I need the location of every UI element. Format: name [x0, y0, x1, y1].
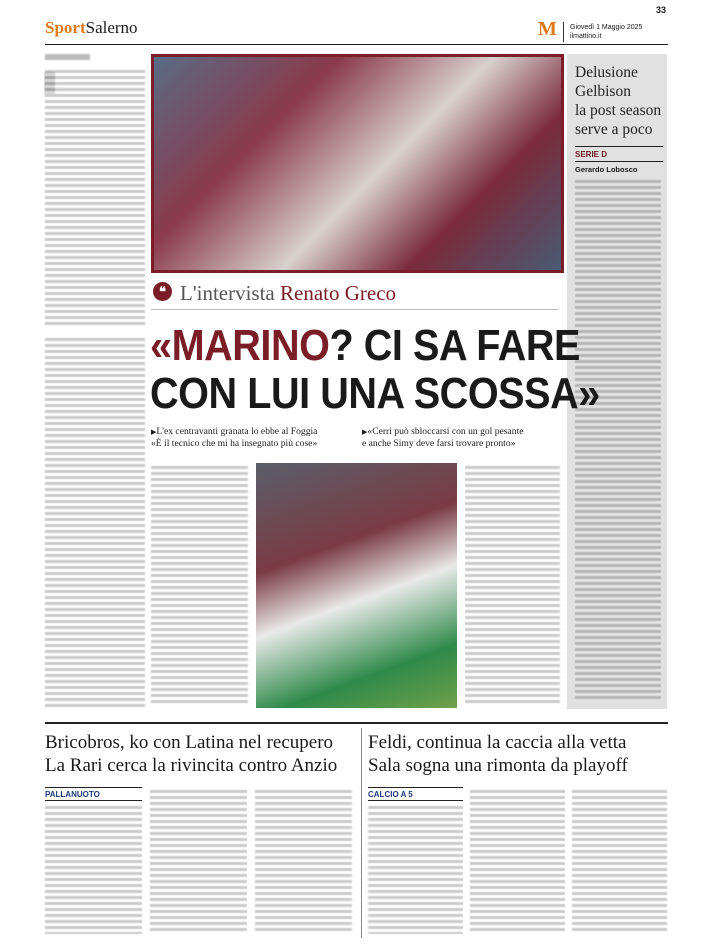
- interview-kicker: [180, 281, 396, 306]
- bottom-left-headline-line1: Bricobros, ko con Latina nel recupero: [45, 732, 334, 753]
- sidebar-tag: SERIE D: [575, 150, 608, 159]
- bottom-left-column-3: [255, 790, 352, 934]
- sidebar-byline: Gerardo Lobosco: [575, 165, 638, 174]
- newspaper-logo: M: [538, 18, 557, 40]
- article-column-1: [151, 466, 248, 706]
- sidebar-rule-top: [575, 146, 663, 147]
- deck-triangle-icon: ▶: [151, 428, 157, 436]
- bottom-right-headline: [368, 731, 628, 777]
- article-column-3: [465, 466, 560, 706]
- photo-renato-greco: [151, 54, 564, 273]
- bottom-right-headline-line1: Feldi, continua la caccia alla vetta: [368, 732, 627, 753]
- bottom-right-headline-line2: Sala sogna una rimonta da playoff: [368, 755, 628, 776]
- headline-red: «MARINO: [150, 321, 330, 370]
- section-sport: Sport: [45, 18, 86, 37]
- bottom-right-tag-rule: [368, 787, 463, 788]
- left-column-text-2: [45, 338, 145, 708]
- bottom-right-tag-rule-2: [368, 800, 463, 801]
- section-city: Salerno: [85, 18, 138, 37]
- deck-left-line2: «È il tecnico che mi ha insegnato più cose»: [151, 438, 318, 449]
- bottom-right-section: CALCIO A 5: [368, 790, 413, 799]
- headline-line1: [150, 322, 600, 370]
- headline-rest: ? CI SA FARE: [329, 321, 581, 370]
- sidebar-headline-line3: la post season: [575, 102, 662, 119]
- deck-right-line1: «Cerri può sbloccarsi con un gol pesante: [367, 426, 524, 437]
- bottom-left-column-2: [150, 790, 247, 934]
- bottom-left-tag-rule: [45, 787, 142, 788]
- issue-date: Giovedì 1 Maggio 2025: [570, 24, 643, 31]
- issue-date-block: [570, 23, 642, 41]
- kicker-rule: [151, 309, 558, 310]
- photo-match-action: [256, 463, 457, 708]
- sidebar-headline-line1: Delusione: [575, 64, 638, 81]
- bottom-left-section: PALLANUOTO: [45, 790, 100, 799]
- site-url: ilmattino.it: [570, 33, 602, 40]
- headline-line2: CON LUI UNA SCOSSA»: [150, 369, 600, 418]
- main-headline: [150, 322, 600, 418]
- bottom-left-column-1: [45, 806, 142, 934]
- section-label: [45, 18, 138, 38]
- deck-right-line2: e anche Simy deve farsi trovare pronto»: [362, 438, 516, 449]
- header-divider-vertical: [563, 22, 564, 42]
- header-rule: [45, 44, 668, 45]
- sidebar-headline-line2: Gelbison: [575, 83, 631, 100]
- sidebar-text: [575, 180, 661, 700]
- left-column-byline: [45, 54, 90, 60]
- sidebar-rule-mid: [575, 161, 663, 162]
- left-column-text: [45, 70, 145, 328]
- kicker-name: Renato Greco: [280, 281, 397, 305]
- deck-triangle-icon: ▶: [362, 428, 368, 436]
- page-number: 33: [656, 5, 667, 15]
- kicker-label: L'intervista: [180, 281, 275, 305]
- bottom-left-tag-rule-2: [45, 800, 142, 801]
- bottom-section-rule: [45, 722, 668, 724]
- quote-icon: ❝: [153, 282, 172, 301]
- deck-left-line1: L'ex centravanti granata lo ebbe al Foggia: [156, 426, 318, 437]
- sidebar-headline-line4: serve a poco: [575, 121, 653, 138]
- bottom-right-column-2: [470, 790, 565, 934]
- deck-left: [151, 426, 356, 450]
- sidebar-headline: [575, 63, 661, 139]
- bottom-left-headline: [45, 731, 337, 777]
- bottom-divider-vertical: [361, 728, 362, 938]
- bottom-right-column-3: [572, 790, 667, 934]
- bottom-right-column-1: [368, 806, 463, 934]
- deck-right: [362, 426, 562, 450]
- bottom-left-headline-line2: La Rari cerca la rivincita contro Anzio: [45, 755, 338, 776]
